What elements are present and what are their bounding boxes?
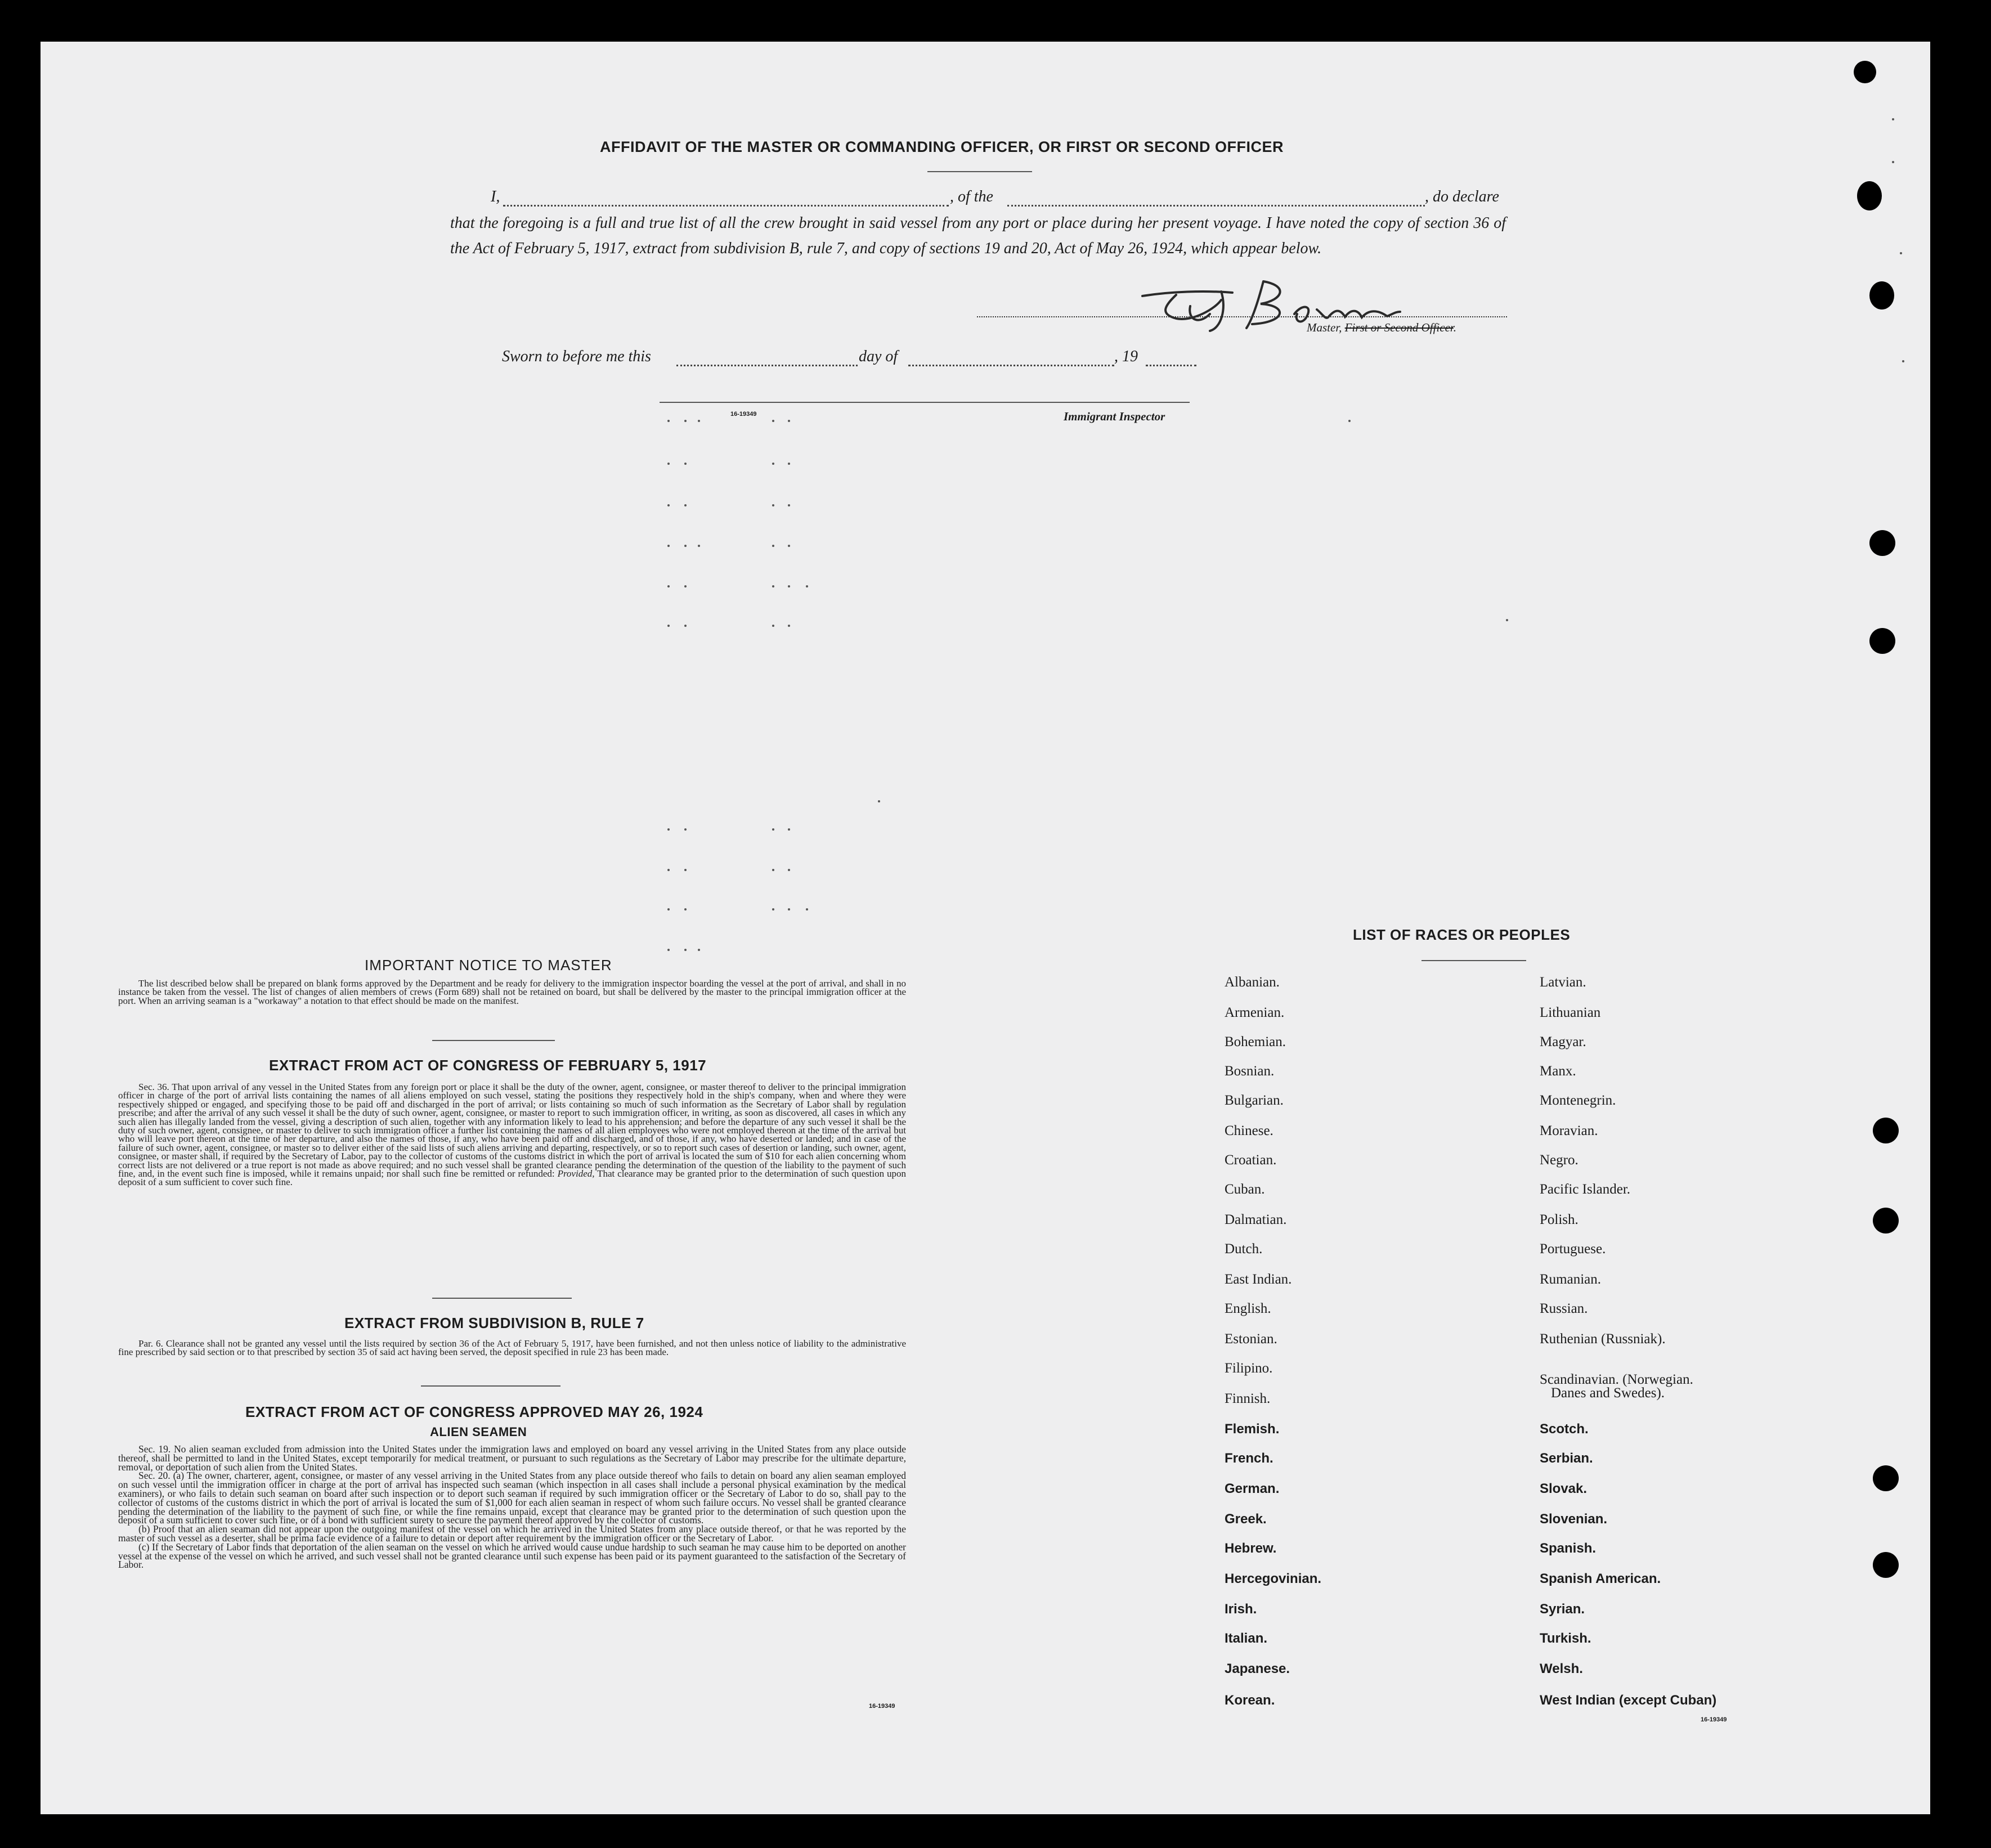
rule7-title: EXTRACT FROM SUBDIVISION B, RULE 7 <box>344 1315 644 1331</box>
notice-title: IMPORTANT NOTICE TO MASTER <box>365 957 612 974</box>
race-item-right: Portuguese. <box>1540 1241 1606 1257</box>
affidavit-title: AFFIDAVIT OF THE MASTER OR COMMANDING OFFICER, OR FIRST OR SECOND OFFICER <box>600 138 1284 155</box>
speck <box>684 585 687 587</box>
race-item-right: Rumanian. <box>1540 1272 1602 1287</box>
sec20c-text: (c) If the Secretary of Labor finds that deportation of the alien seaman on the vessel on which he arrived would cause undue hardship to such seaman he may cause him to be deported on another vessel at the expense of the vessel on which he arrived, and such vessel shall not be granted clearance until such expense has been paid or its payment guaranteed to the satisfaction of the Secretary of Labor. <box>118 1541 906 1571</box>
extract-1924-subtitle: ALIEN SEAMEN <box>430 1425 527 1439</box>
race-item-right: Scandinavian. (Norwegian. <box>1540 1372 1693 1387</box>
race-item-right: West Indian (except Cuban) <box>1540 1693 1717 1708</box>
races-title: LIST OF RACES OR PEOPLES <box>1353 926 1571 943</box>
race-item-left: East Indian. <box>1225 1272 1292 1287</box>
race-item-right: Spanish. <box>1540 1541 1597 1556</box>
speck <box>684 625 687 627</box>
race-item-left: Cuban. <box>1225 1182 1265 1197</box>
race-item-left: Greek. <box>1225 1511 1267 1527</box>
race-item-right: Turkish. <box>1540 1631 1591 1646</box>
vessel-blank[interactable] <box>1007 205 1425 207</box>
speck <box>772 463 774 465</box>
speck <box>698 545 700 547</box>
race-item-right: Scotch. <box>1540 1421 1589 1437</box>
race-item-right: Pacific Islander. <box>1540 1182 1631 1197</box>
signature-caption <box>1307 321 1456 335</box>
affidavit-of-label: , of the <box>950 188 993 205</box>
extract-1917-proviso-text: That clearance may be granted prior to the determination of such question upon deposit of a sum sufficient to cover such fine. <box>118 1168 907 1188</box>
race-item-right: Negro. <box>1540 1152 1579 1168</box>
punch-hole <box>1873 1552 1899 1578</box>
speck <box>667 545 670 547</box>
race-item-right: Latvian. <box>1540 975 1586 990</box>
speck <box>698 949 700 951</box>
sworn-year-blank[interactable] <box>1146 365 1196 366</box>
extract-1924-title: EXTRACT FROM ACT OF CONGRESS APPROVED MAY 26, 1924 <box>245 1403 703 1420</box>
affidavit-i-label: I, <box>491 188 500 205</box>
races-form-number: 16-19349 <box>1701 1716 1727 1723</box>
speck <box>1900 252 1902 254</box>
speck <box>772 545 774 547</box>
speck <box>788 504 790 506</box>
race-item-left: Dutch. <box>1225 1241 1263 1257</box>
race-item-right: Montenegrin. <box>1540 1093 1616 1108</box>
speck <box>684 828 687 831</box>
sworn-year-label: , 19 <box>1114 348 1138 365</box>
punch-hole <box>1873 1465 1899 1491</box>
race-item-right: Spanish American. <box>1540 1571 1661 1586</box>
notice-text: The list described below shall be prepared on blank forms approved by the Department and be ready for delivery to the immigration inspector boarding the vessel at the port of arrival, and shall in no instance be taken from the vessel. The list of changes of alien members of crews (Form 689) shall not be retained on board, but shall be delivered by the master to the principal immigration officer at the port. When an arriving seaman is a "workaway" a notation to that effect should be made on the manifest. <box>118 978 906 1006</box>
speck <box>772 625 774 627</box>
race-item-left: Armenian. <box>1225 1005 1285 1020</box>
speck <box>1506 619 1508 621</box>
sworn-month-blank[interactable] <box>908 365 1114 366</box>
race-item-left: Bulgarian. <box>1225 1093 1284 1108</box>
race-item-right: Magyar. <box>1540 1034 1586 1049</box>
speck <box>1892 118 1894 120</box>
race-item-left: Bosnian. <box>1225 1064 1275 1079</box>
race-item-left: Albanian. <box>1225 975 1280 990</box>
punch-hole <box>1873 1208 1899 1234</box>
extract-1917-proviso-label: Provided, <box>557 1168 595 1179</box>
sworn-day-label: day of <box>859 348 898 365</box>
sec19-text: Sec. 19. No alien seaman excluded from admission into the United States under the immigration laws and employed on board any vessel arriving in the United States from any place outside thereof, shall be permitted to land in the United States, except temporarily for medical treatment, or pursuant to such regulations as the Secretary of Labor may prescribe for the ultimate departure, removal, or deportation of such alien from the United States. <box>118 1443 906 1473</box>
race-item-left: Dalmatian. <box>1225 1212 1287 1227</box>
speck <box>667 828 670 831</box>
speck <box>806 908 808 910</box>
divider <box>432 1040 555 1041</box>
race-item-left: Korean. <box>1225 1693 1275 1708</box>
race-item-right: Welsh. <box>1540 1661 1583 1676</box>
speck <box>684 908 687 910</box>
race-item-right: Russian. <box>1540 1301 1588 1316</box>
speck <box>667 625 670 627</box>
sec20a-text: Sec. 20. (a) The owner, charterer, agent, consignee, or master of any vessel arriving in the United States from any place outside thereof who fails to detain on board any alien seaman employed on such vessel until the immigration officer in charge at the port of arrival has inspected such seaman (which inspection in all cases shall include a personal physical examination by the medical examiners), or who fails to detain such seaman on board after such inspection or to deport such seaman if required by such immigration officer or the Secretary of Labor to do so, shall pay to the collector of customs of the customs district in which the port of arrival is located the sum of $1,000 for each alien seaman in respect of whom such failure occurs. No vessel shall be granted clearance pending the determination of the liability to the payment of such fine, or while the fine remains unpaid, except that clearance may be granted prior to the determination of such question upon the deposit of a sum sufficient to cover such fine, or of a bond with sufficient surety to secure the payment thereof approved by the collector of customs. <box>118 1470 906 1526</box>
speck <box>684 869 687 871</box>
speck <box>772 420 774 422</box>
extract-1917-text <box>118 1083 906 1187</box>
speck <box>684 463 687 465</box>
name-blank[interactable] <box>503 205 949 207</box>
punch-hole <box>1854 61 1876 83</box>
speck <box>788 828 790 831</box>
race-item-right: Manx. <box>1540 1064 1576 1079</box>
divider <box>927 171 1032 172</box>
extract-1917-title: EXTRACT FROM ACT OF CONGRESS OF FEBRUARY 5, 1917 <box>269 1057 707 1074</box>
speck <box>772 908 774 910</box>
speck <box>1892 161 1894 163</box>
punch-hole <box>1873 1118 1899 1143</box>
speck <box>698 420 700 422</box>
speck <box>806 585 808 587</box>
punch-hole <box>1869 530 1895 556</box>
signature-caption-master: Master, <box>1307 321 1345 334</box>
speck <box>772 828 774 831</box>
race-item-right: Danes and Swedes). <box>1551 1385 1665 1401</box>
speck <box>788 545 790 547</box>
speck <box>667 420 670 422</box>
speck <box>772 869 774 871</box>
race-item-right: Lithuanian <box>1540 1005 1601 1020</box>
speck <box>878 800 880 802</box>
race-item-right: Polish. <box>1540 1212 1579 1227</box>
race-item-left: Hercegovinian. <box>1225 1571 1322 1586</box>
speck <box>1348 420 1351 422</box>
divider <box>432 1298 572 1299</box>
race-item-left: Italian. <box>1225 1631 1268 1646</box>
speck <box>1902 360 1904 362</box>
speck <box>667 869 670 871</box>
rule7-text: Par. 6. Clearance shall not be granted any vessel until the lists required by section 36 of the Act of February 5, 1917, have been furnished, and not then unless notice of liability to the administrative fine prescribed by said section or to that prescribed by section 35 of said act having been served, the deposit specified in rule 23 has been made. <box>118 1338 906 1358</box>
speck <box>772 585 774 587</box>
speck <box>788 869 790 871</box>
speck <box>684 545 687 547</box>
speck <box>684 949 687 951</box>
inspector-caption: Immigrant Inspector <box>1064 410 1165 423</box>
race-item-right: Ruthenian (Russniak). <box>1540 1331 1666 1347</box>
affidavit-body: that the foregoing is a full and true list of all the crew brought in said vessel from any port or place during her present voyage. I have noted the copy of section 36 of the Act of February 5, 1917, extract from subdivision B, rule 7, and copy of sections 19 and 20, Act of May 26, 1924, which appear below. <box>450 214 1506 257</box>
speck <box>667 908 670 910</box>
sworn-label: Sworn to before me this <box>502 348 651 365</box>
race-item-right: Slovak. <box>1540 1481 1588 1496</box>
race-item-left: Flemish. <box>1225 1421 1280 1437</box>
speck <box>772 504 774 506</box>
speck <box>667 504 670 506</box>
race-item-left: Chinese. <box>1225 1123 1273 1138</box>
race-item-left: Bohemian. <box>1225 1034 1286 1049</box>
speck <box>788 625 790 627</box>
speck <box>788 585 790 587</box>
race-item-right: Serbian. <box>1540 1451 1593 1466</box>
punch-hole <box>1857 181 1882 210</box>
divider <box>1421 960 1526 961</box>
race-item-right: Slovenian. <box>1540 1511 1608 1527</box>
speck <box>667 585 670 587</box>
extract-1924-text <box>118 1445 906 1569</box>
race-item-left: Hebrew. <box>1225 1541 1277 1556</box>
race-item-left: Irish. <box>1225 1602 1257 1617</box>
speck <box>667 463 670 465</box>
signature-caption-struck: First or Second Officer <box>1344 321 1454 334</box>
form-number: 16-19349 <box>730 411 757 418</box>
speck <box>684 504 687 506</box>
speck <box>667 949 670 951</box>
speck <box>684 420 687 422</box>
speck <box>788 420 790 422</box>
divider <box>421 1385 560 1387</box>
punch-hole <box>1869 628 1895 654</box>
sworn-date-blank[interactable] <box>676 365 858 366</box>
signature-line <box>977 316 1507 317</box>
race-item-left: Finnish. <box>1225 1391 1271 1406</box>
signature-caption-end: . <box>1453 321 1456 334</box>
speck <box>788 908 790 910</box>
race-item-left: German. <box>1225 1481 1280 1496</box>
race-item-right: Syrian. <box>1540 1602 1585 1617</box>
form-number-bottom: 16-19349 <box>869 1703 895 1710</box>
race-item-left: French. <box>1225 1451 1273 1466</box>
inspector-line <box>660 402 1190 403</box>
race-item-left: Estonian. <box>1225 1331 1277 1347</box>
affidavit-declare-label: , do declare <box>1425 188 1499 205</box>
punch-hole <box>1869 281 1894 310</box>
speck <box>788 463 790 465</box>
race-item-right: Moravian. <box>1540 1123 1598 1138</box>
race-item-left: English. <box>1225 1301 1271 1316</box>
race-item-left: Croatian. <box>1225 1152 1277 1168</box>
extract-1917-body: Sec. 36. That upon arrival of any vessel in the United States from any foreign port or place it shall be the duty of the owner, agent, consignee, or master thereof to deliver to the principal immigration officer in charge of the port of arrival lists containing the names of all aliens employed on such vessel, stating the positions they respectively hold in the ship's company, when and where they were respectively shipped or engaged, and specifying those to be paid off and discharged in the port of arrival; or lists containing so much of such information as the Secretary of Labor shall by regulation prescribe; and after the arrival of any such vessel it shall be the duty of such owner, agent, consignee, or master to report to such immigration officer, in writing, as soon as discovered, all cases in which any such alien has illegally landed from the vessel, giving a description of such alien, together with any information likely to lead to his apprehension; and before the departure of any such vessel it shall be the duty of such owner, agent, consignee, or master to deliver to such immigration officer a further list containing the names of all alien employees who were not employed thereon at the time of the arrival but who will leave port thereon at the time of her departure, and also the names of those, if any, who have been paid off and discharged, and of those, if any, who have deserted or landed; and in case of the failure of such owner, agent, consignee, or master so to deliver either of the said lists of such aliens arriving and departing, respectively, or so to report such cases of desertion or landing, such owner, agent, consignee, or master shall, if required by the Secretary of Labor, pay to the collector of customs of the customs district in which the port of arrival is located the sum of $10 for each alien concerning whom correct lists are not delivered or a true report is not made as above required; and no such vessel shall be granted clearance pending the determination of the question of the liability to the payment of such fine, and, in the event such fine is imposed, while it remains unpaid; nor shall such fine be remitted or refunded: <box>118 1082 906 1179</box>
sec20b-text: (b) Proof that an alien seaman did not appear upon the outgoing manifest of the vessel on which he arrived in the United States from any place outside thereof, or that he was reported by the master of such vessel as a deserter, shall be prima facie evidence of a failure to detain or deport after requirement by the immigration officer or the Secretary of Labor. <box>118 1523 906 1544</box>
race-item-left: Japanese. <box>1225 1661 1290 1676</box>
race-item-left: Filipino. <box>1225 1361 1273 1376</box>
